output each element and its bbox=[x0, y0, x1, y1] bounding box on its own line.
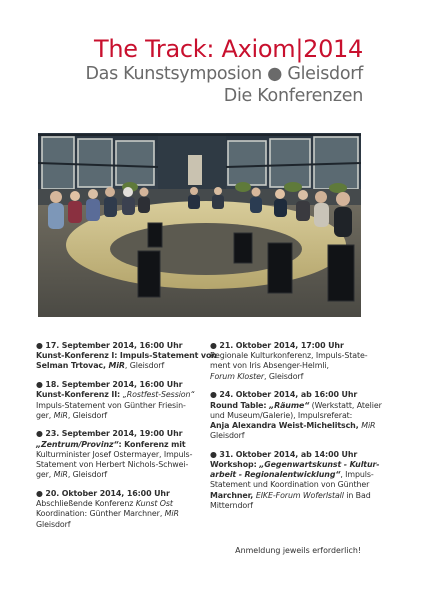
event-topic: „Zentrum/Provinz“ bbox=[36, 439, 119, 449]
registration-note: Anmeldung jeweils erforderlich! bbox=[235, 546, 361, 555]
title-block bbox=[86, 35, 364, 107]
event-place: , Gleisdorf bbox=[67, 470, 108, 480]
event-line: Impuls-Statement von Günther Friesin- bbox=[36, 400, 186, 410]
event-line: Kunst-Konferenz I: Impuls-Statement von bbox=[36, 351, 217, 361]
event-line: und Museum/Galerie), Impulsreferat: bbox=[210, 410, 353, 420]
event-line: ment von Iris Absenger-Helmli, bbox=[210, 361, 329, 371]
event-speaker: Selman Trtovac, bbox=[36, 361, 109, 371]
events-column-right bbox=[210, 341, 382, 520]
event-type: Kunst-Konferenz II: bbox=[36, 390, 123, 400]
event-line: Kulturminister Josef Ostermayer, Impuls- bbox=[36, 449, 193, 459]
event-speaker: Anja Alexandra Weist-Michelitsch, bbox=[210, 420, 362, 430]
event-topic: „Räume“ bbox=[269, 400, 310, 410]
conference-photo-illustration bbox=[38, 133, 361, 317]
event-org: MiR bbox=[108, 361, 125, 371]
event-org: EIKE-Forum Woferlstall bbox=[255, 490, 344, 500]
event-date: ● 18. September 2014, 16:00 Uhr bbox=[36, 380, 183, 390]
event-item bbox=[210, 449, 380, 511]
event-org: Forum Kloster bbox=[210, 371, 265, 381]
event-place: Gleisdorf bbox=[210, 431, 245, 441]
event-item bbox=[36, 429, 204, 480]
event-speaker: ger, bbox=[36, 470, 54, 480]
event-place: Mitterndorf bbox=[210, 500, 253, 510]
event-org: MiR bbox=[53, 410, 68, 420]
event-org: MiR bbox=[164, 509, 179, 519]
event-type: : Konferenz mit bbox=[118, 439, 186, 449]
event-place: Gleisdorf bbox=[36, 519, 71, 529]
event-topic: „Rostfest-Session“ bbox=[122, 390, 195, 400]
event-type: Workshop: bbox=[210, 460, 260, 470]
page-title: The Track: Axiom|2014 bbox=[94, 35, 363, 63]
event-date: ● 23. September 2014, 19:00 Uhr bbox=[36, 429, 183, 439]
event-speaker: ger, bbox=[36, 410, 54, 420]
event-org: MiR bbox=[361, 420, 376, 430]
event-speaker: Koordination: Günther Marchner, bbox=[36, 509, 165, 519]
event-item bbox=[36, 341, 217, 372]
event-date: ● 20. Oktober 2014, 16:00 Uhr bbox=[36, 488, 170, 498]
event-place: , Gleisdorf bbox=[124, 361, 165, 371]
event-line: (Werkstatt, Atelier bbox=[309, 400, 382, 410]
event-topic-cont: arbeit - Regionalentwicklung“ bbox=[210, 470, 341, 480]
event-line: Regionale Kulturkonferenz, Impuls-State- bbox=[210, 351, 368, 361]
event-topic: „Gegenwartskunst - Kultur- bbox=[259, 460, 380, 470]
event-topic: Kunst Ost bbox=[135, 499, 173, 509]
conference-photo bbox=[38, 133, 361, 317]
event-date: ● 31. Oktober 2014, ab 14:00 Uhr bbox=[210, 449, 358, 459]
event-item bbox=[210, 390, 382, 441]
event-speaker: Marchner, bbox=[210, 490, 256, 500]
page-subtitle: Das Kunstsymposion ● Gleisdorf bbox=[85, 64, 363, 84]
page-subtitle-2: Die Konferenzen bbox=[223, 86, 363, 106]
event-line: in Bad bbox=[343, 490, 371, 500]
event-type: Round Table: bbox=[210, 400, 270, 410]
event-place: , Gleisdorf bbox=[67, 410, 108, 420]
event-item bbox=[36, 489, 204, 530]
event-place: , Gleisdorf bbox=[264, 371, 304, 381]
event-item bbox=[210, 341, 368, 382]
events-column-left bbox=[36, 341, 217, 538]
event-org: MiR bbox=[53, 470, 68, 480]
event-line: Statement und Koordination von Günther bbox=[210, 480, 370, 490]
event-type: Abschließende Konferenz bbox=[36, 499, 136, 509]
event-date: ● 17. September 2014, 16:00 Uhr bbox=[36, 341, 183, 350]
event-item bbox=[36, 380, 204, 421]
event-line: , Impuls- bbox=[340, 470, 374, 480]
event-date: ● 21. Oktober 2014, 17:00 Uhr bbox=[210, 341, 344, 350]
event-date: ● 24. Oktober 2014, ab 16:00 Uhr bbox=[210, 390, 358, 400]
event-line: Statement von Herbert Nichols-Schwei- bbox=[36, 460, 189, 470]
